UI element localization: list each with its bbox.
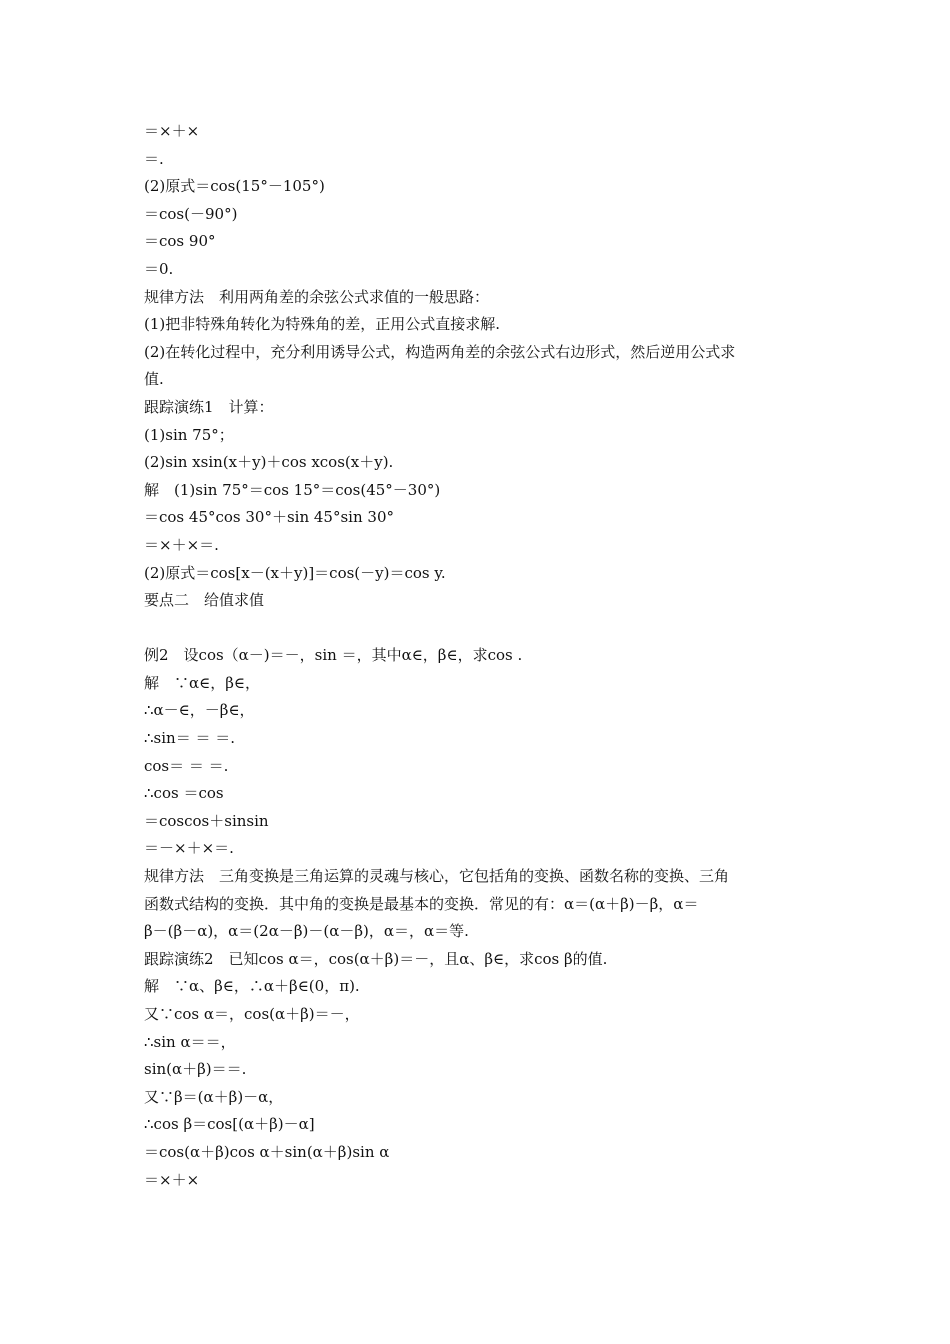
- section-heading: 要点二 给值求值: [144, 591, 265, 610]
- text-line: ＝×＋×: [144, 1170, 200, 1189]
- text-line: ＝cos(－90°): [144, 204, 238, 223]
- solution-line: 解 (1)sin 75°＝cos 15°＝cos(45°－30°): [144, 480, 441, 499]
- text-line: ＝×＋×: [144, 122, 200, 140]
- method-heading: 规律方法 三角变换是三角运算的灵魂与核心，它包括角的变换、函数名称的变换、三角: [144, 867, 730, 886]
- text-line: ∴sin α＝＝，: [144, 1032, 236, 1051]
- text-line: (1)sin 75°；: [144, 425, 234, 444]
- text-line: ∴cos ＝cos: [144, 784, 224, 803]
- text-line: (2)原式＝cos(15°－105°): [144, 177, 325, 196]
- solution-line: 解 ∵α∈，β∈，: [144, 673, 261, 692]
- text-line: β－(β－α)，α＝(2α－β)－(α－β)，α＝，α＝等.: [144, 922, 469, 941]
- text-line: ＝0.: [144, 259, 174, 278]
- text-line: 函数式结构的变换．其中角的变换是最基本的变换．常见的有：α＝(α＋β)－β，α＝: [144, 894, 699, 913]
- blank-line: [144, 615, 824, 643]
- text-line: 值.: [144, 370, 164, 389]
- text-line: ＝cos 45°cos 30°＋sin 45°sin 30°: [144, 508, 394, 527]
- text-line: (1)把非特殊角转化为特殊角的差，正用公式直接求解.: [144, 315, 501, 334]
- text-line: ∴cos β＝cos[(α＋β)－α]: [144, 1115, 315, 1134]
- text-line: ＝×＋×＝.: [144, 535, 219, 554]
- text-line: (2)原式＝cos[x－(x＋y)]＝cos(－y)＝cos y.: [144, 563, 446, 582]
- document-content: [144, 118, 824, 1194]
- text-line: ∴sin＝ ＝ ＝.: [144, 729, 236, 748]
- text-line: sin(α＋β)＝＝.: [144, 1060, 247, 1079]
- text-line: ＝cos(α＋β)cos α＋sin(α＋β)sin α: [144, 1142, 390, 1161]
- text-line: ＝coscos＋sinsin: [144, 811, 269, 830]
- text-line: (2)在转化过程中，充分利用诱导公式，构造两角差的余弦公式右边形式，然后逆用公式求: [144, 342, 736, 361]
- text-line: 又∵β＝(α＋β)－α，: [144, 1087, 284, 1106]
- text-line: cos＝ ＝ ＝.: [144, 756, 229, 775]
- solution-line: 解 ∵α、β∈，∴α＋β∈(0，π).: [144, 977, 360, 996]
- text-line: ＝－×＋×＝.: [144, 839, 234, 858]
- method-heading: 规律方法 利用两角差的余弦公式求值的一般思路：: [144, 287, 490, 306]
- text-line: (2)sin xsin(x＋y)＋cos xcos(x＋y).: [144, 453, 394, 472]
- text-line: ＝cos 90°: [144, 232, 216, 251]
- text-line: ∴α－∈，－β∈，: [144, 701, 255, 720]
- text-line: 又∵cos α＝，cos(α＋β)＝－，: [144, 1005, 360, 1023]
- exercise-heading: 跟踪演练1 计算：: [144, 397, 274, 416]
- exercise-heading: 跟踪演练2 已知cos α＝，cos(α＋β)＝－，且α、β∈，求cos β的值.: [144, 949, 608, 968]
- text-line: ＝.: [144, 149, 164, 168]
- example-heading: 例2 设cos（α－)＝－，sin ＝，其中α∈，β∈，求cos .: [144, 646, 523, 665]
